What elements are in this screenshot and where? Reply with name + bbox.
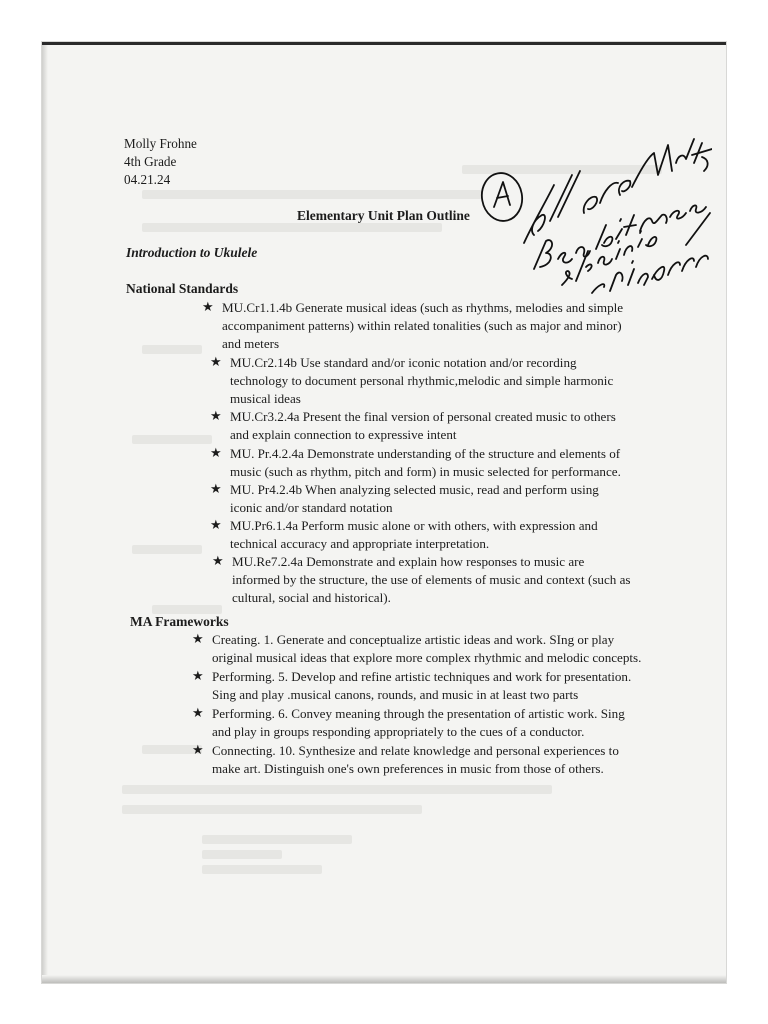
unit-subtitle: Introduction to Ukulele: [126, 245, 258, 260]
framework-text: Performing. 6. Convey meaning through the presentation of artistic work. Sing and play in groups responding appropriately to the cues of a conductor.: [212, 706, 625, 739]
list-item: [210, 445, 634, 481]
standard-text: MU. Pr.4.2.4a Demonstrate understanding of the structure and elements of music (such as rhythm, pitch and form) in music selected for performance.: [230, 446, 621, 479]
standard-text: MU.Cr1.1.4b Generate musical ideas (such as rhythms, melodies and simple accompaniment patterns) within related tonalities (such as major and minor) and meters: [222, 300, 624, 351]
standard-text: MU.Pr6.1.4a Perform music alone or with others, with expression and technical accuracy and appropriate interpretation.: [230, 518, 598, 551]
list-item: [202, 299, 634, 353]
standard-text: MU.Re7.2.4a Demonstrate and explain how responses to music are informed by the structure, the use of elements of music and context (such as cultural, social and historical).: [232, 554, 631, 605]
handwritten-grade-annotation: [472, 135, 712, 295]
document-title: Elementary Unit Plan Outline: [297, 208, 470, 223]
list-item: [192, 668, 644, 704]
framework-text: Performing. 5. Develop and refine artistic techniques and work for presentation. Sing and play .musical canons, rounds, and music in at least two parts: [212, 669, 632, 702]
standard-text: MU.Cr2.14b Use standard and/or iconic notation and/or recording technology to document personal rhythmic,melodic and simple harmonic musical ideas: [230, 355, 614, 406]
list-item: [212, 553, 634, 607]
list-item: [210, 517, 634, 553]
list-item: [192, 705, 644, 741]
star-bullet-icon: ★: [210, 482, 222, 497]
ma-frameworks-list: [192, 631, 644, 778]
star-bullet-icon: ★: [192, 632, 204, 647]
document-page: [42, 42, 726, 983]
framework-text: Connecting. 10. Synthesize and relate knowledge and personal experiences to make art. Distinguish one's own preferences in music from those of others.: [212, 743, 619, 776]
star-bullet-icon: ★: [202, 300, 214, 315]
star-bullet-icon: ★: [192, 706, 204, 721]
ma-frameworks-heading: MA Frameworks: [130, 614, 229, 629]
document-header: [124, 135, 197, 189]
list-item: [210, 354, 634, 408]
star-bullet-icon: ★: [192, 669, 204, 684]
author-name: Molly Frohne: [124, 136, 197, 151]
list-item: [192, 631, 644, 667]
national-standards-heading: National Standards: [126, 281, 239, 296]
page-edge-shadow: [42, 45, 48, 983]
grade-level: 4th Grade: [124, 154, 177, 169]
star-bullet-icon: ★: [210, 409, 222, 424]
list-item: [210, 408, 634, 444]
star-bullet-icon: ★: [210, 446, 222, 461]
star-bullet-icon: ★: [210, 355, 222, 370]
standard-text: MU. Pr4.2.4b When analyzing selected music, read and perform using iconic and/or standard notation: [230, 482, 599, 515]
list-item: [192, 742, 644, 778]
list-item: [210, 481, 634, 517]
national-standards-list: [202, 299, 634, 607]
star-bullet-icon: ★: [192, 743, 204, 758]
page-bottom-shadow: [42, 975, 726, 983]
document-date: 04.21.24: [124, 172, 171, 187]
standard-text: MU.Cr3.2.4a Present the final version of personal created music to others and explain connection to expressive intent: [230, 409, 616, 442]
star-bullet-icon: ★: [210, 518, 222, 533]
framework-text: Creating. 1. Generate and conceptualize artistic ideas and work. SIng or play original musical ideas that explore more complex rhythmic and melodic concepts.: [212, 632, 642, 665]
star-bullet-icon: ★: [212, 554, 224, 569]
